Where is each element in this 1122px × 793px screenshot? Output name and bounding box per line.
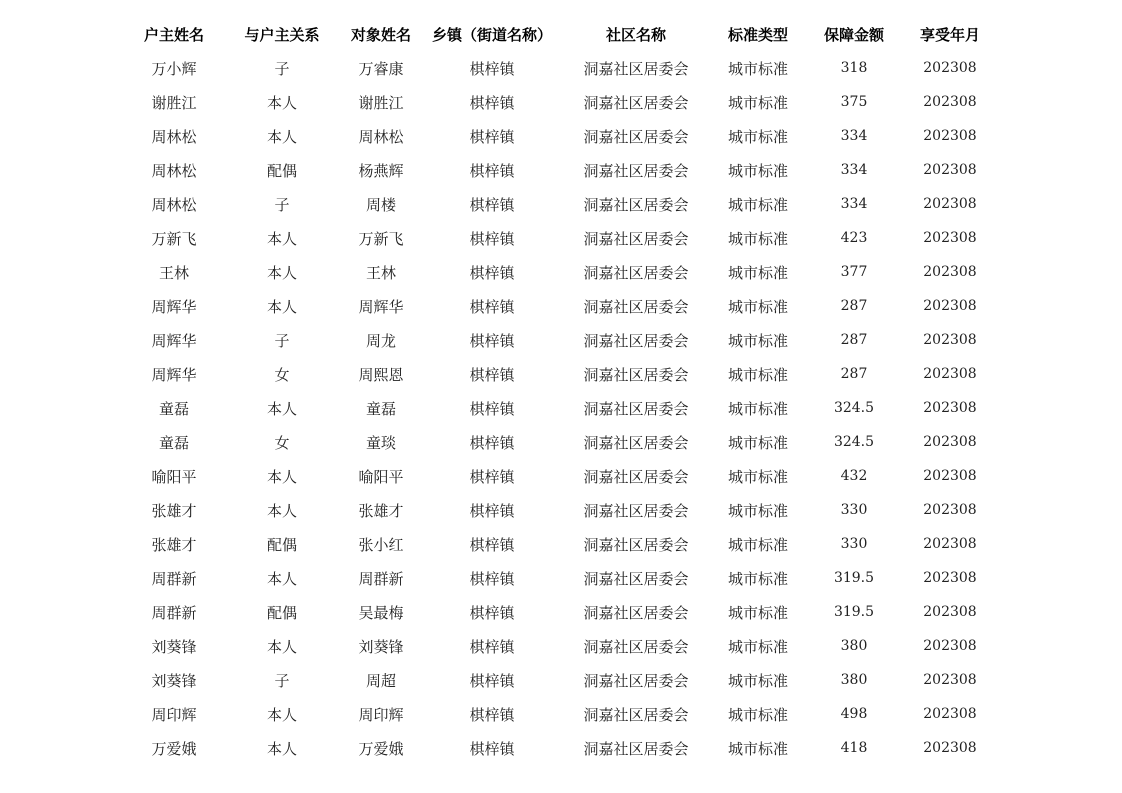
amount-cell: 319.5	[833, 604, 875, 620]
standard-type-cell: 城市标准	[727, 331, 788, 350]
township-cell: 棋梓镇	[469, 671, 515, 690]
standard-type-cell: 城市标准	[727, 739, 788, 758]
standard-type-cell: 城市标准	[727, 535, 788, 554]
householder-name-cell: 周林松	[151, 195, 197, 214]
relation-cell: 本人	[266, 569, 297, 588]
community-cell: 洞嘉社区居委会	[583, 637, 689, 656]
standard-type-cell: 城市标准	[727, 263, 788, 282]
township-cell: 棋梓镇	[469, 195, 515, 214]
township-cell: 棋梓镇	[469, 433, 515, 452]
householder-name-cell: 童磊	[158, 433, 189, 452]
standard-type-cell: 城市标准	[727, 569, 788, 588]
amount-cell: 318	[840, 60, 868, 76]
householder-name-cell: 周群新	[151, 569, 197, 588]
township-cell: 棋梓镇	[469, 705, 515, 724]
month-cell: 202308	[923, 638, 977, 654]
householder-name-cell: 王林	[158, 263, 189, 282]
month-cell: 202308	[923, 298, 977, 314]
householder-name-cell: 万小辉	[151, 59, 197, 78]
township-cell: 棋梓镇	[469, 467, 515, 486]
column-header-amount: 保障金额	[823, 25, 884, 44]
community-cell: 洞嘉社区居委会	[583, 467, 689, 486]
community-cell: 洞嘉社区居委会	[583, 161, 689, 180]
relation-cell: 本人	[266, 229, 297, 248]
recipient-name-cell: 周印辉	[358, 705, 404, 724]
community-cell: 洞嘉社区居委会	[583, 365, 689, 384]
householder-name-cell: 喻阳平	[151, 467, 197, 486]
amount-cell: 324.5	[833, 434, 875, 450]
recipient-name-cell: 杨燕辉	[358, 161, 404, 180]
table-row	[120, 51, 994, 85]
householder-name-cell: 周辉华	[151, 365, 197, 384]
recipient-name-cell: 周群新	[358, 569, 404, 588]
relation-cell: 本人	[266, 127, 297, 146]
table-row	[120, 663, 994, 697]
relation-cell: 配偶	[266, 161, 297, 180]
amount-cell: 423	[840, 230, 868, 246]
table-header	[120, 17, 994, 51]
township-cell: 棋梓镇	[469, 501, 515, 520]
table-row	[120, 119, 994, 153]
relation-cell: 本人	[266, 93, 297, 112]
standard-type-cell: 城市标准	[727, 433, 788, 452]
standard-type-cell: 城市标准	[727, 501, 788, 520]
householder-name-cell: 万爱娥	[151, 739, 197, 758]
community-cell: 洞嘉社区居委会	[583, 569, 689, 588]
standard-type-cell: 城市标准	[727, 59, 788, 78]
amount-cell: 380	[840, 638, 868, 654]
recipient-name-cell: 吴最梅	[358, 603, 404, 622]
amount-cell: 324.5	[833, 400, 875, 416]
amount-cell: 330	[840, 502, 868, 518]
householder-name-cell: 周林松	[151, 161, 197, 180]
month-cell: 202308	[923, 230, 977, 246]
township-cell: 棋梓镇	[469, 739, 515, 758]
householder-name-cell: 张雄才	[151, 501, 197, 520]
month-cell: 202308	[923, 706, 977, 722]
standard-type-cell: 城市标准	[727, 229, 788, 248]
standard-type-cell: 城市标准	[727, 671, 788, 690]
table-row	[120, 85, 994, 119]
relation-cell: 本人	[266, 297, 297, 316]
table-row	[120, 323, 994, 357]
township-cell: 棋梓镇	[469, 297, 515, 316]
month-cell: 202308	[923, 60, 977, 76]
standard-type-cell: 城市标准	[727, 603, 788, 622]
relation-cell: 本人	[266, 467, 297, 486]
relation-cell: 配偶	[266, 535, 297, 554]
month-cell: 202308	[923, 128, 977, 144]
recipient-name-cell: 万睿康	[358, 59, 404, 78]
amount-cell: 287	[840, 332, 868, 348]
month-cell: 202308	[923, 502, 977, 518]
householder-name-cell: 周林松	[151, 127, 197, 146]
column-header-recipient-name: 对象姓名	[350, 25, 411, 44]
householder-name-cell: 张雄才	[151, 535, 197, 554]
township-cell: 棋梓镇	[469, 603, 515, 622]
table-row	[120, 255, 994, 289]
recipient-name-cell: 周楼	[365, 195, 396, 214]
table-row	[120, 731, 994, 765]
standard-type-cell: 城市标准	[727, 161, 788, 180]
month-cell: 202308	[923, 400, 977, 416]
amount-cell: 287	[840, 298, 868, 314]
relation-cell: 本人	[266, 637, 297, 656]
householder-name-cell: 刘葵锋	[151, 637, 197, 656]
relation-cell: 本人	[266, 739, 297, 758]
amount-cell: 375	[840, 94, 868, 110]
recipient-name-cell: 张小红	[358, 535, 404, 554]
relation-cell: 子	[274, 331, 290, 350]
standard-type-cell: 城市标准	[727, 297, 788, 316]
amount-cell: 377	[840, 264, 868, 280]
relation-cell: 本人	[266, 501, 297, 520]
recipient-name-cell: 周辉华	[358, 297, 404, 316]
amount-cell: 418	[840, 740, 868, 756]
month-cell: 202308	[923, 196, 977, 212]
householder-name-cell: 刘葵锋	[151, 671, 197, 690]
township-cell: 棋梓镇	[469, 569, 515, 588]
community-cell: 洞嘉社区居委会	[583, 433, 689, 452]
month-cell: 202308	[923, 740, 977, 756]
relation-cell: 本人	[266, 705, 297, 724]
township-cell: 棋梓镇	[469, 229, 515, 248]
table-row	[120, 425, 994, 459]
householder-name-cell: 童磊	[158, 399, 189, 418]
township-cell: 棋梓镇	[469, 93, 515, 112]
standard-type-cell: 城市标准	[727, 467, 788, 486]
community-cell: 洞嘉社区居委会	[583, 501, 689, 520]
township-cell: 棋梓镇	[469, 59, 515, 78]
amount-cell: 334	[840, 128, 868, 144]
month-cell: 202308	[923, 94, 977, 110]
table-row	[120, 459, 994, 493]
householder-name-cell: 万新飞	[151, 229, 197, 248]
month-cell: 202308	[923, 332, 977, 348]
recipient-name-cell: 周龙	[365, 331, 396, 350]
amount-cell: 330	[840, 536, 868, 552]
table-row	[120, 595, 994, 629]
relation-cell: 子	[274, 195, 290, 214]
recipient-name-cell: 万新飞	[358, 229, 404, 248]
relation-cell: 本人	[266, 399, 297, 418]
amount-cell: 380	[840, 672, 868, 688]
month-cell: 202308	[923, 536, 977, 552]
community-cell: 洞嘉社区居委会	[583, 263, 689, 282]
column-header-relation: 与户主关系	[244, 25, 320, 44]
table-body	[120, 51, 994, 765]
community-cell: 洞嘉社区居委会	[583, 535, 689, 554]
recipient-name-cell: 刘葵锋	[358, 637, 404, 656]
month-cell: 202308	[923, 434, 977, 450]
month-cell: 202308	[923, 604, 977, 620]
recipient-name-cell: 喻阳平	[358, 467, 404, 486]
month-cell: 202308	[923, 264, 977, 280]
amount-cell: 432	[840, 468, 868, 484]
community-cell: 洞嘉社区居委会	[583, 93, 689, 112]
month-cell: 202308	[923, 162, 977, 178]
table-row	[120, 153, 994, 187]
recipient-name-cell: 谢胜江	[358, 93, 404, 112]
table-row	[120, 493, 994, 527]
table-row	[120, 357, 994, 391]
month-cell: 202308	[923, 570, 977, 586]
amount-cell: 287	[840, 366, 868, 382]
householder-name-cell: 周辉华	[151, 331, 197, 350]
township-cell: 棋梓镇	[469, 399, 515, 418]
standard-type-cell: 城市标准	[727, 127, 788, 146]
community-cell: 洞嘉社区居委会	[583, 739, 689, 758]
amount-cell: 498	[840, 706, 868, 722]
standard-type-cell: 城市标准	[727, 705, 788, 724]
table-row	[120, 561, 994, 595]
community-cell: 洞嘉社区居委会	[583, 59, 689, 78]
township-cell: 棋梓镇	[469, 365, 515, 384]
column-header-month: 享受年月	[919, 25, 980, 44]
recipient-name-cell: 万爱娥	[358, 739, 404, 758]
township-cell: 棋梓镇	[469, 127, 515, 146]
community-cell: 洞嘉社区居委会	[583, 603, 689, 622]
community-cell: 洞嘉社区居委会	[583, 671, 689, 690]
column-header-community: 社区名称	[605, 25, 666, 44]
community-cell: 洞嘉社区居委会	[583, 195, 689, 214]
relation-cell: 子	[274, 671, 290, 690]
relation-cell: 女	[274, 365, 290, 384]
standard-type-cell: 城市标准	[727, 93, 788, 112]
amount-cell: 334	[840, 162, 868, 178]
standard-type-cell: 城市标准	[727, 637, 788, 656]
table-row	[120, 187, 994, 221]
relation-cell: 配偶	[266, 603, 297, 622]
recipient-name-cell: 周熙恩	[358, 365, 404, 384]
column-header-standard-type: 标准类型	[727, 25, 788, 44]
standard-type-cell: 城市标准	[727, 195, 788, 214]
township-cell: 棋梓镇	[469, 637, 515, 656]
standard-type-cell: 城市标准	[727, 365, 788, 384]
table-row	[120, 289, 994, 323]
community-cell: 洞嘉社区居委会	[583, 127, 689, 146]
community-cell: 洞嘉社区居委会	[583, 297, 689, 316]
table-row	[120, 391, 994, 425]
relation-cell: 女	[274, 433, 290, 452]
relation-cell: 子	[274, 59, 290, 78]
table-row	[120, 527, 994, 561]
community-cell: 洞嘉社区居委会	[583, 229, 689, 248]
amount-cell: 334	[840, 196, 868, 212]
householder-name-cell: 周印辉	[151, 705, 197, 724]
table-row	[120, 697, 994, 731]
benefit-roster-table	[120, 17, 994, 765]
column-header-township: 乡镇（街道名称）	[431, 25, 552, 44]
recipient-name-cell: 童磊	[365, 399, 396, 418]
township-cell: 棋梓镇	[469, 263, 515, 282]
month-cell: 202308	[923, 672, 977, 688]
householder-name-cell: 周群新	[151, 603, 197, 622]
relation-cell: 本人	[266, 263, 297, 282]
township-cell: 棋梓镇	[469, 161, 515, 180]
householder-name-cell: 谢胜江	[151, 93, 197, 112]
householder-name-cell: 周辉华	[151, 297, 197, 316]
township-cell: 棋梓镇	[469, 331, 515, 350]
amount-cell: 319.5	[833, 570, 875, 586]
standard-type-cell: 城市标准	[727, 399, 788, 418]
community-cell: 洞嘉社区居委会	[583, 705, 689, 724]
community-cell: 洞嘉社区居委会	[583, 331, 689, 350]
township-cell: 棋梓镇	[469, 535, 515, 554]
recipient-name-cell: 王林	[365, 263, 396, 282]
community-cell: 洞嘉社区居委会	[583, 399, 689, 418]
recipient-name-cell: 周林松	[358, 127, 404, 146]
header-row	[120, 17, 994, 51]
table-row	[120, 221, 994, 255]
recipient-name-cell: 童琰	[365, 433, 396, 452]
month-cell: 202308	[923, 468, 977, 484]
recipient-name-cell: 张雄才	[358, 501, 404, 520]
month-cell: 202308	[923, 366, 977, 382]
recipient-name-cell: 周超	[365, 671, 396, 690]
column-header-householder-name: 户主姓名	[143, 25, 204, 44]
table-row	[120, 629, 994, 663]
